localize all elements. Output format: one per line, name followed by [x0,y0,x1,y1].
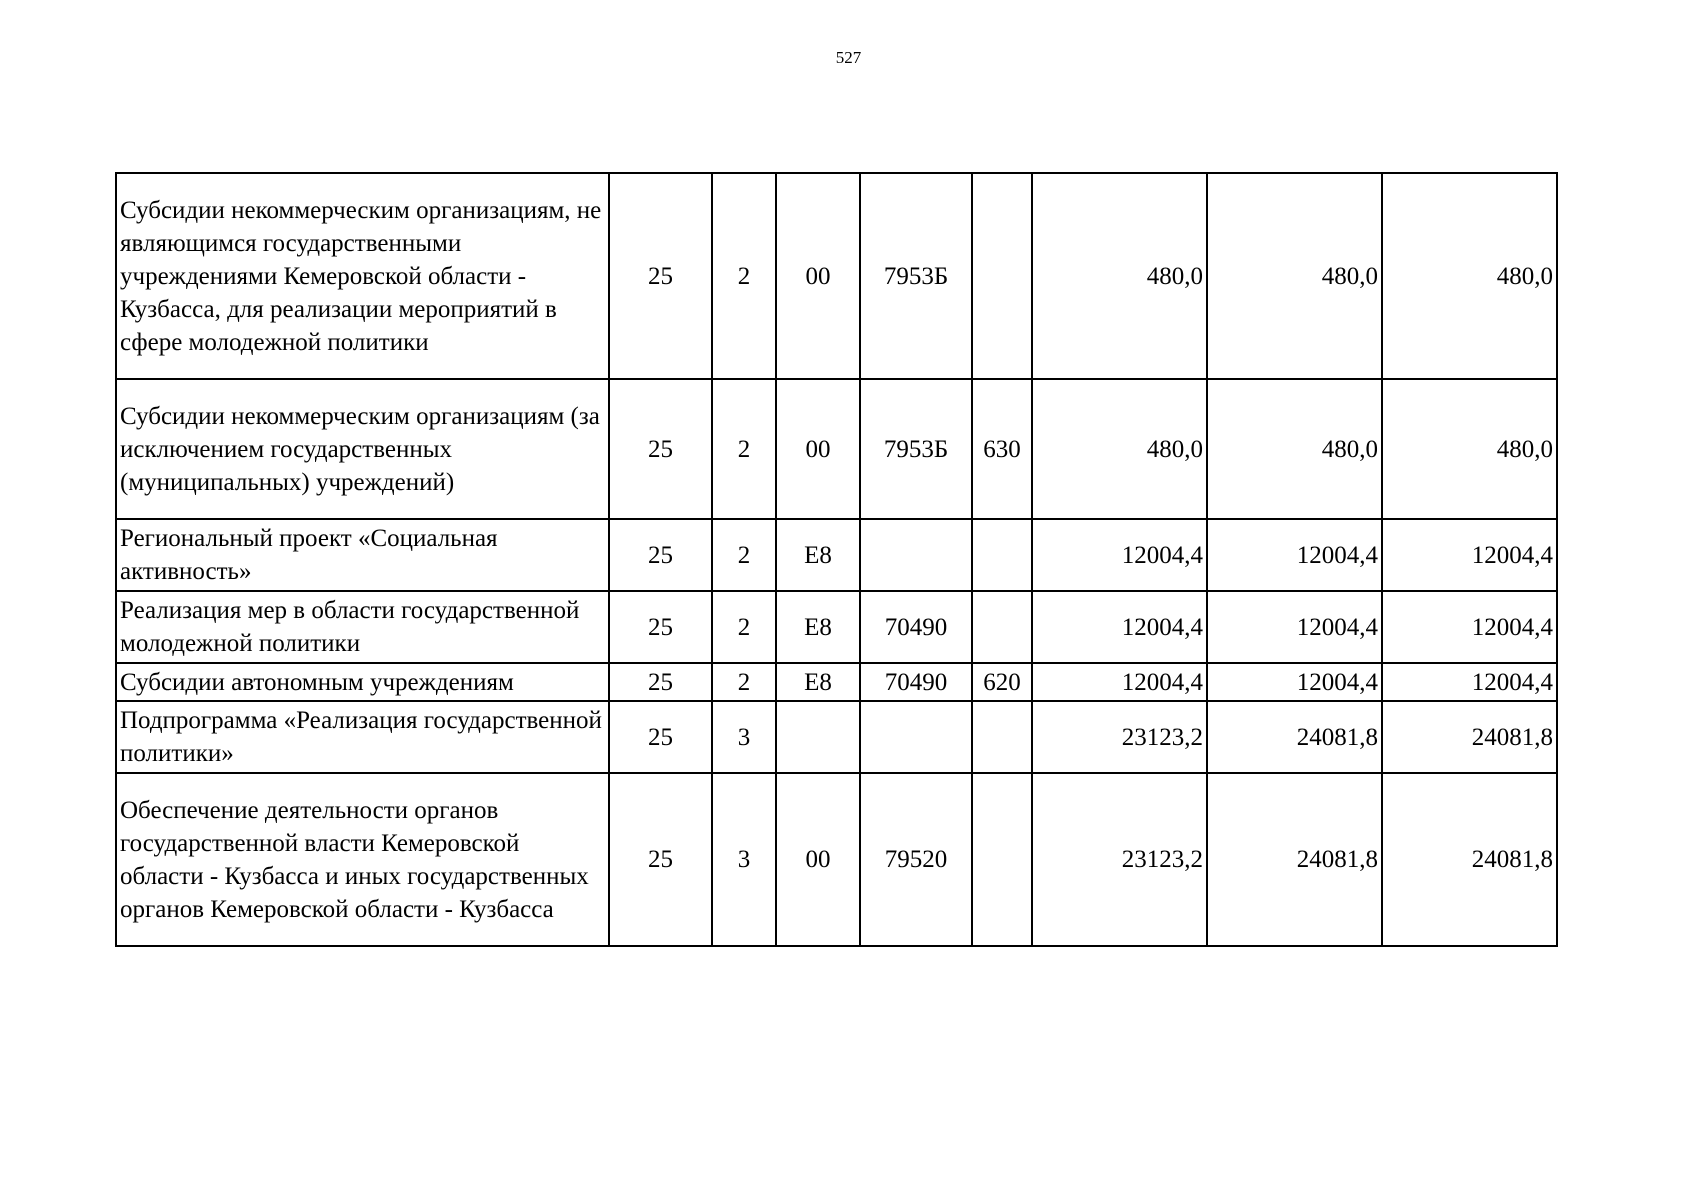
amount-year-2: 480,0 [1207,379,1382,519]
amount-year-1: 12004,4 [1032,663,1207,701]
code-subprogram: 2 [712,173,776,379]
code-expense: 70490 [860,663,972,701]
code-program: 25 [609,663,712,701]
row-name: Субсидии некоммерческим организациям, не являющимся государственными учреждениями Кемеровской области - Кузбасса, для реализации мероприятий в сфере молодежной политики [116,173,609,379]
amount-year-3: 12004,4 [1382,591,1557,663]
amount-year-1: 23123,2 [1032,701,1207,773]
table-row [116,663,1557,701]
code-direction: E8 [776,591,860,663]
amount-year-3: 12004,4 [1382,663,1557,701]
amount-year-3: 480,0 [1382,379,1557,519]
code-direction: E8 [776,519,860,591]
code-expense: 7953Б [860,173,972,379]
code-type: 630 [972,379,1032,519]
code-type: 620 [972,663,1032,701]
budget-table [115,172,1558,947]
code-subprogram: 2 [712,379,776,519]
code-subprogram: 2 [712,519,776,591]
table-row [116,379,1557,519]
amount-year-2: 480,0 [1207,173,1382,379]
code-expense [860,519,972,591]
amount-year-2: 24081,8 [1207,701,1382,773]
row-name: Субсидии некоммерческим организациям (за исключением государственных (муниципальных) учреждений) [116,379,609,519]
code-type [972,519,1032,591]
code-direction: E8 [776,663,860,701]
amount-year-3: 24081,8 [1382,773,1557,946]
amount-year-2: 12004,4 [1207,663,1382,701]
code-expense: 70490 [860,591,972,663]
code-direction: 00 [776,173,860,379]
table-row [116,773,1557,946]
page-number: 527 [835,48,862,67]
row-name: Субсидии автономным учреждениям [116,663,609,701]
amount-year-3: 24081,8 [1382,701,1557,773]
amount-year-1: 480,0 [1032,173,1207,379]
amount-year-2: 12004,4 [1207,519,1382,591]
code-type [972,173,1032,379]
row-name: Обеспечение деятельности органов государственной власти Кемеровской области - Кузбасса и иных государственных органов Кемеровской области - Кузбасса [116,773,609,946]
code-expense: 79520 [860,773,972,946]
code-subprogram: 2 [712,663,776,701]
table-row [116,701,1557,773]
code-type [972,591,1032,663]
table-row [116,591,1557,663]
amount-year-2: 12004,4 [1207,591,1382,663]
code-subprogram: 3 [712,773,776,946]
code-program: 25 [609,591,712,663]
code-direction: 00 [776,773,860,946]
code-expense: 7953Б [860,379,972,519]
row-name: Подпрограмма «Реализация государственной политики» [116,701,609,773]
code-program: 25 [609,701,712,773]
amount-year-1: 12004,4 [1032,519,1207,591]
code-direction: 00 [776,379,860,519]
amount-year-2: 24081,8 [1207,773,1382,946]
amount-year-1: 23123,2 [1032,773,1207,946]
code-subprogram: 3 [712,701,776,773]
code-type [972,701,1032,773]
code-program: 25 [609,773,712,946]
code-program: 25 [609,173,712,379]
code-type [972,773,1032,946]
row-name: Региональный проект «Социальная активность» [116,519,609,591]
row-name: Реализация мер в области государственной молодежной политики [116,591,609,663]
amount-year-1: 480,0 [1032,379,1207,519]
amount-year-3: 480,0 [1382,173,1557,379]
code-program: 25 [609,519,712,591]
code-program: 25 [609,379,712,519]
code-expense [860,701,972,773]
code-subprogram: 2 [712,591,776,663]
table-row [116,519,1557,591]
table-row [116,173,1557,379]
code-direction [776,701,860,773]
amount-year-1: 12004,4 [1032,591,1207,663]
amount-year-3: 12004,4 [1382,519,1557,591]
